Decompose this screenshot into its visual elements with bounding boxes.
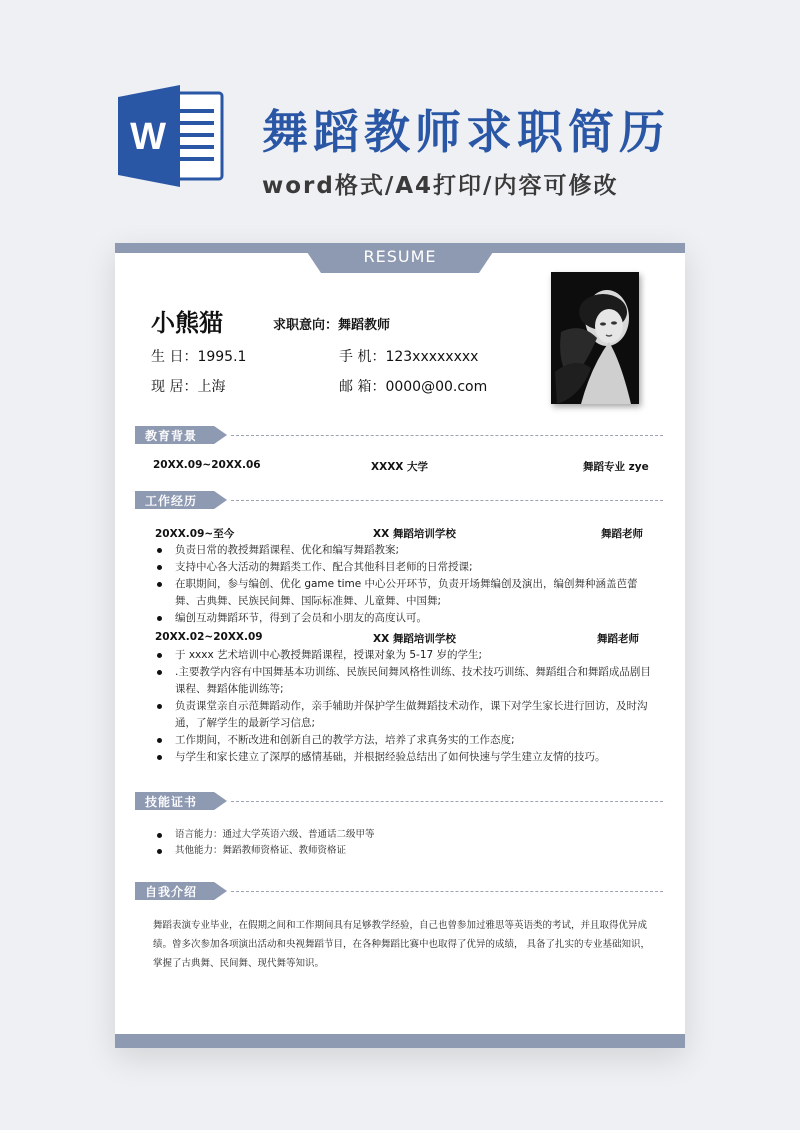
list-item: 于 xxxx 艺术培训中心教授舞蹈课程，授课对象为 5-17 岁的学生; (155, 647, 655, 664)
profile-photo (551, 272, 639, 404)
residence-info: 现 居：上海 (151, 379, 226, 395)
list-item: 负责课堂亲自示范舞蹈动作，亲手辅助并保护学生做舞蹈技术动作，课下对学生家长进行回访，及时沟通，了解学生的最新学习信息; (155, 698, 655, 732)
job-2-company: XX 舞蹈培训学校 (373, 633, 456, 645)
job-2-duties (155, 647, 655, 766)
list-item: 编创互动舞蹈环节，得到了会员和小朋友的高度认可。 (155, 610, 655, 627)
education-section-title: 教育背景 (145, 429, 198, 443)
phone-info: 手 机：123xxxxxxxx (339, 349, 479, 365)
list-item: .主要教学内容有中国舞基本功训练、民族民间舞风格性训练、技术技巧训练、舞蹈组合和舞蹈成品剧目课程、舞蹈体能训练等; (155, 664, 655, 698)
skills-section-title: 技能证书 (145, 795, 198, 809)
section-divider (231, 891, 663, 892)
list-item: 工作期间，不断改进和创新自己的教学方法，培养了求真务实的工作态度; (155, 732, 655, 749)
job-1-period: 20XX.09~至今 (155, 528, 235, 540)
list-item: 与学生和家长建立了深厚的感情基础，并根据经验总结出了如何快速与学生建立友情的技巧。 (155, 749, 655, 766)
skills-list (155, 827, 655, 859)
birth-info: 生 日：1995.1 (151, 349, 247, 365)
job-2-period: 20XX.02~20XX.09 (155, 631, 263, 643)
work-section-header (135, 491, 665, 509)
section-divider (231, 500, 663, 501)
list-item: 在职期间，参与编创、优化 game time 中心公开环节，负责开场舞编创及演出，编创舞种涵盖芭蕾舞、古典舞、民族民间舞、国际标准舞、儿童舞、中国舞; (155, 576, 655, 610)
job-1-position: 舞蹈老师 (601, 528, 643, 540)
job-intent: 求职意向：舞蹈教师 (273, 318, 391, 333)
about-section-title: 自我介绍 (145, 885, 198, 899)
section-divider (231, 801, 663, 802)
section-divider (231, 435, 663, 436)
resume-tab-label: RESUME (363, 247, 437, 266)
education-section-header (135, 426, 665, 444)
about-section-header (135, 882, 665, 900)
job-1-company: XX 舞蹈培训学校 (373, 528, 456, 540)
job-1-duties (155, 542, 655, 627)
email-info: 邮 箱：0000@00.com (339, 379, 488, 395)
list-item: 语言能力：通过大学英语六级、普通话二级甲等 (155, 827, 655, 843)
list-item: 其他能力：舞蹈教师资格证、教师资格证 (155, 843, 655, 859)
skills-section-header (135, 792, 665, 810)
education-period: 20XX.09~20XX.06 (153, 459, 261, 471)
bottom-accent-bar (115, 1034, 685, 1048)
education-school: XXXX 大学 (371, 461, 429, 473)
list-item: 负责日常的教授舞蹈课程、优化和编写舞蹈教案; (155, 542, 655, 559)
job-2-position: 舞蹈老师 (597, 633, 639, 645)
page-subtitle: word格式/A4打印/内容可修改 (262, 173, 619, 199)
resume-sheet (115, 243, 685, 1048)
work-section-title: 工作经历 (145, 494, 198, 508)
page-title: 舞蹈教师求职简历 (262, 105, 670, 159)
education-major: 舞蹈专业 zye (583, 461, 649, 473)
word-document-icon (118, 85, 228, 187)
word-icon-letter: W (130, 116, 166, 158)
candidate-name: 小熊猫 (151, 309, 223, 337)
list-item: 支持中心各大活动的舞蹈类工作、配合其他科目老师的日常授课; (155, 559, 655, 576)
about-paragraph: 舞蹈表演专业毕业，在假期之间和工作期间具有足够教学经验，自己也曾参加过雅思等英语类的考试，并且取得优异成绩。曾多次参加各项演出活动和央视舞蹈节目，在各种舞蹈比赛中也取得了优异的成绩， 具备了扎实的专业基础知识，掌握了古典舞、民间舞、现代舞等知识。 (153, 920, 651, 969)
